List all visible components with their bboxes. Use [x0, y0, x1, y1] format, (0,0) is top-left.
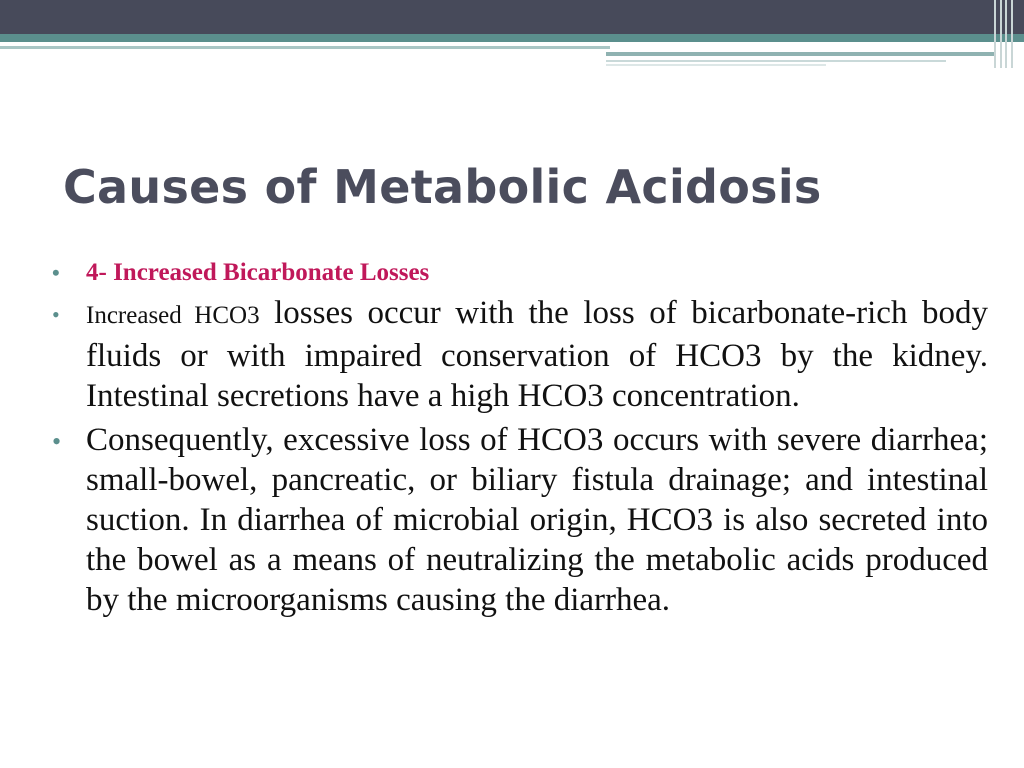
header-stripe	[606, 52, 996, 56]
list-item	[52, 420, 988, 620]
header-stripe	[606, 64, 826, 66]
page-title: Causes of Metabolic Acidosis	[63, 160, 822, 214]
bullet-text: Consequently, excessive loss of HCO3 occurs with severe diarrhea; small-bowel, pancreatic, or biliary fistula drainage; and intestinal suction. In diarrhea of microbial origin, HCO3 is also secreted into the bowel as a means of neutralizing the metabolic acids produced by the microorganisms causing the diarrhea.	[86, 422, 988, 618]
header-stripe	[606, 60, 946, 62]
header-dark-band	[0, 0, 1024, 34]
list-item	[52, 293, 988, 416]
bullet-icon: •	[52, 260, 60, 285]
list-item	[52, 253, 988, 293]
bullet-icon: •	[52, 302, 60, 327]
bullet-text: losses occur with the loss of bicarbonate-rich body fluids or with impaired conservation of HCO3 by the kidney. Intestinal secretions have a high HCO3 concentration.	[86, 295, 988, 414]
bullet-lead-text: Increased HCO3	[86, 302, 260, 329]
bullet-icon: •	[52, 427, 62, 456]
header-teal-band	[0, 34, 1024, 42]
subheading-text: 4- Increased Bicarbonate Losses	[86, 259, 430, 286]
header-stripe	[0, 46, 610, 49]
corner-lines	[994, 0, 1020, 68]
slide-content	[52, 253, 988, 620]
